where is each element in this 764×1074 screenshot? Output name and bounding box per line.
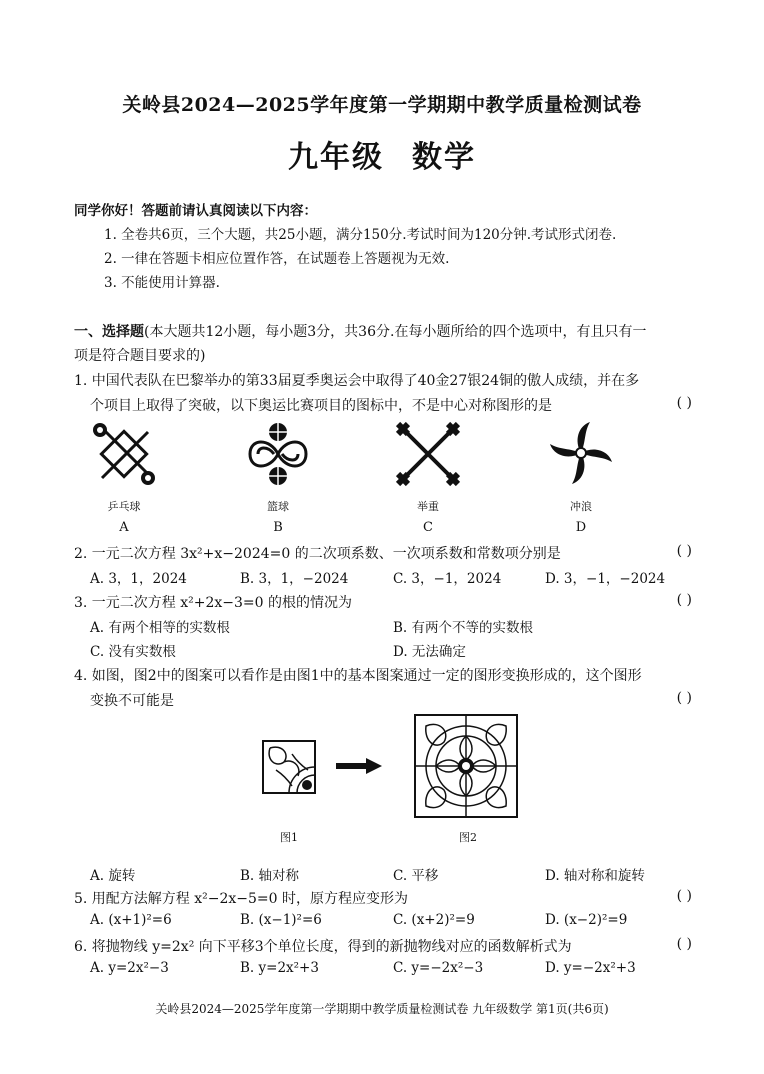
q1-answer-bracket: ( ) xyxy=(676,395,692,411)
exam-subtitle xyxy=(0,132,764,176)
q4-answer-bracket: ( ) xyxy=(676,690,692,706)
subject-label: 数学 xyxy=(412,140,476,175)
q5-option-a: A. (x+1)²=6 xyxy=(90,912,172,928)
q3-option-b: B. 有两个不等的实数根 xyxy=(393,620,534,636)
q4-option-a: A. 旋转 xyxy=(90,868,136,884)
grade-label: 九年级 xyxy=(288,140,384,175)
figure2-pattern xyxy=(414,714,518,818)
q3-option-d: D. 无法确定 xyxy=(393,644,466,660)
basketball-icon xyxy=(240,418,316,490)
q1-letter-c: C xyxy=(423,520,433,535)
q1-line2: 个项目上取得了突破，以下奥运比赛项目的图标中，不是中心对称图形的是 xyxy=(90,398,552,414)
q2-option-c: C. 3，−1，2024 xyxy=(393,571,502,587)
q1-line1: 1. 中国代表队在巴黎举办的第33届夏季奥运会中取得了40金27银24铜的傲人成绩，并在多 xyxy=(74,373,640,389)
q4-option-c: C. 平移 xyxy=(393,868,439,884)
section-desc-1: (本大题共12小题，每小题3分，共36分.在每小题所给的四个选项中，有且只有一 xyxy=(144,324,647,340)
notice-item-2: 2. 一律在答题卡相应位置作答，在试题卷上答题视为无效. xyxy=(104,251,450,267)
transform-arrow-icon xyxy=(336,758,382,774)
q6-option-b: B. y=2x²+3 xyxy=(240,960,319,976)
q1-caption-c: 举重 xyxy=(417,500,439,513)
q2-option-d: D. 3，−1，−2024 xyxy=(545,571,666,587)
exam-title: 关岭县2024—2025学年度第一学期期中教学质量检测试卷 xyxy=(122,94,642,116)
q2-option-a: A. 3，1，2024 xyxy=(90,571,187,587)
q5-option-d: D. (x−2)²=9 xyxy=(545,912,628,928)
q1-letter-d: D xyxy=(575,520,587,535)
q4-option-d: D. 轴对称和旋转 xyxy=(545,868,645,884)
q5-stem: 5. 用配方法解方程 x²−2x−5=0 时，原方程应变形为 xyxy=(74,891,409,907)
figure1-pattern xyxy=(262,740,316,794)
q2-stem: 2. 一元二次方程 3x²+x−2024=0 的二次项系数、一次项系数和常数项分别是 xyxy=(74,546,561,562)
q6-option-c: C. y=−2x²−3 xyxy=(393,960,484,976)
q6-stem: 6. 将抛物线 y=2x² 向下平移3个单位长度，得到的新抛物线对应的函数解析式为 xyxy=(74,939,572,955)
q4-option-b: B. 轴对称 xyxy=(240,868,300,884)
section-desc-2: 项是符合题目要求的) xyxy=(74,348,206,364)
q3-option-a: A. 有两个相等的实数根 xyxy=(90,620,230,636)
figure1-caption: 图1 xyxy=(280,831,298,844)
weightlifting-icon xyxy=(392,418,464,490)
q6-answer-bracket: ( ) xyxy=(676,936,692,952)
q2-answer-bracket: ( ) xyxy=(676,543,692,559)
notice-item-1: 1. 全卷共6页，三个大题，共25小题，满分150分.考试时间为120分钟.考试形式闭卷. xyxy=(104,227,617,243)
q6-option-a: A. y=2x²−3 xyxy=(90,960,169,976)
notice-heading: 同学你好！答题前请认真阅读以下内容： xyxy=(74,203,317,219)
notice-item-3: 3. 不能使用计算器. xyxy=(104,275,220,291)
q4-line1: 4. 如图，图2中的图案可以看作是由图1中的基本图案通过一定的图形变换形成的，这个图形 xyxy=(74,668,642,684)
surfing-icon xyxy=(544,416,618,490)
table-tennis-icon xyxy=(88,418,160,490)
q1-caption-b: 篮球 xyxy=(267,500,289,513)
figure2-caption: 图2 xyxy=(459,831,477,844)
q5-option-c: C. (x+2)²=9 xyxy=(393,912,475,928)
q5-option-b: B. (x−1)²=6 xyxy=(240,912,322,928)
q2-option-b: B. 3，1，−2024 xyxy=(240,571,349,587)
q3-stem: 3. 一元二次方程 x²+2x−3=0 的根的情况为 xyxy=(74,595,353,611)
q1-caption-a: 乒乓球 xyxy=(107,500,141,513)
q1-caption-d: 冲浪 xyxy=(570,500,592,513)
q1-letter-b: B xyxy=(273,520,283,535)
q3-option-c: C. 没有实数根 xyxy=(90,644,176,660)
page-footer: 关岭县2024—2025学年度第一学期期中教学质量检测试卷 九年级数学 第1页(共6页) xyxy=(155,1002,609,1016)
q1-letter-a: A xyxy=(119,520,129,535)
q3-answer-bracket: ( ) xyxy=(676,592,692,608)
section-heading xyxy=(74,321,646,341)
q6-option-d: D. y=−2x²+3 xyxy=(545,960,636,976)
q5-answer-bracket: ( ) xyxy=(676,888,692,904)
section-title: 一、选择题 xyxy=(74,324,144,340)
q4-line2: 变换不可能是 xyxy=(90,693,174,709)
